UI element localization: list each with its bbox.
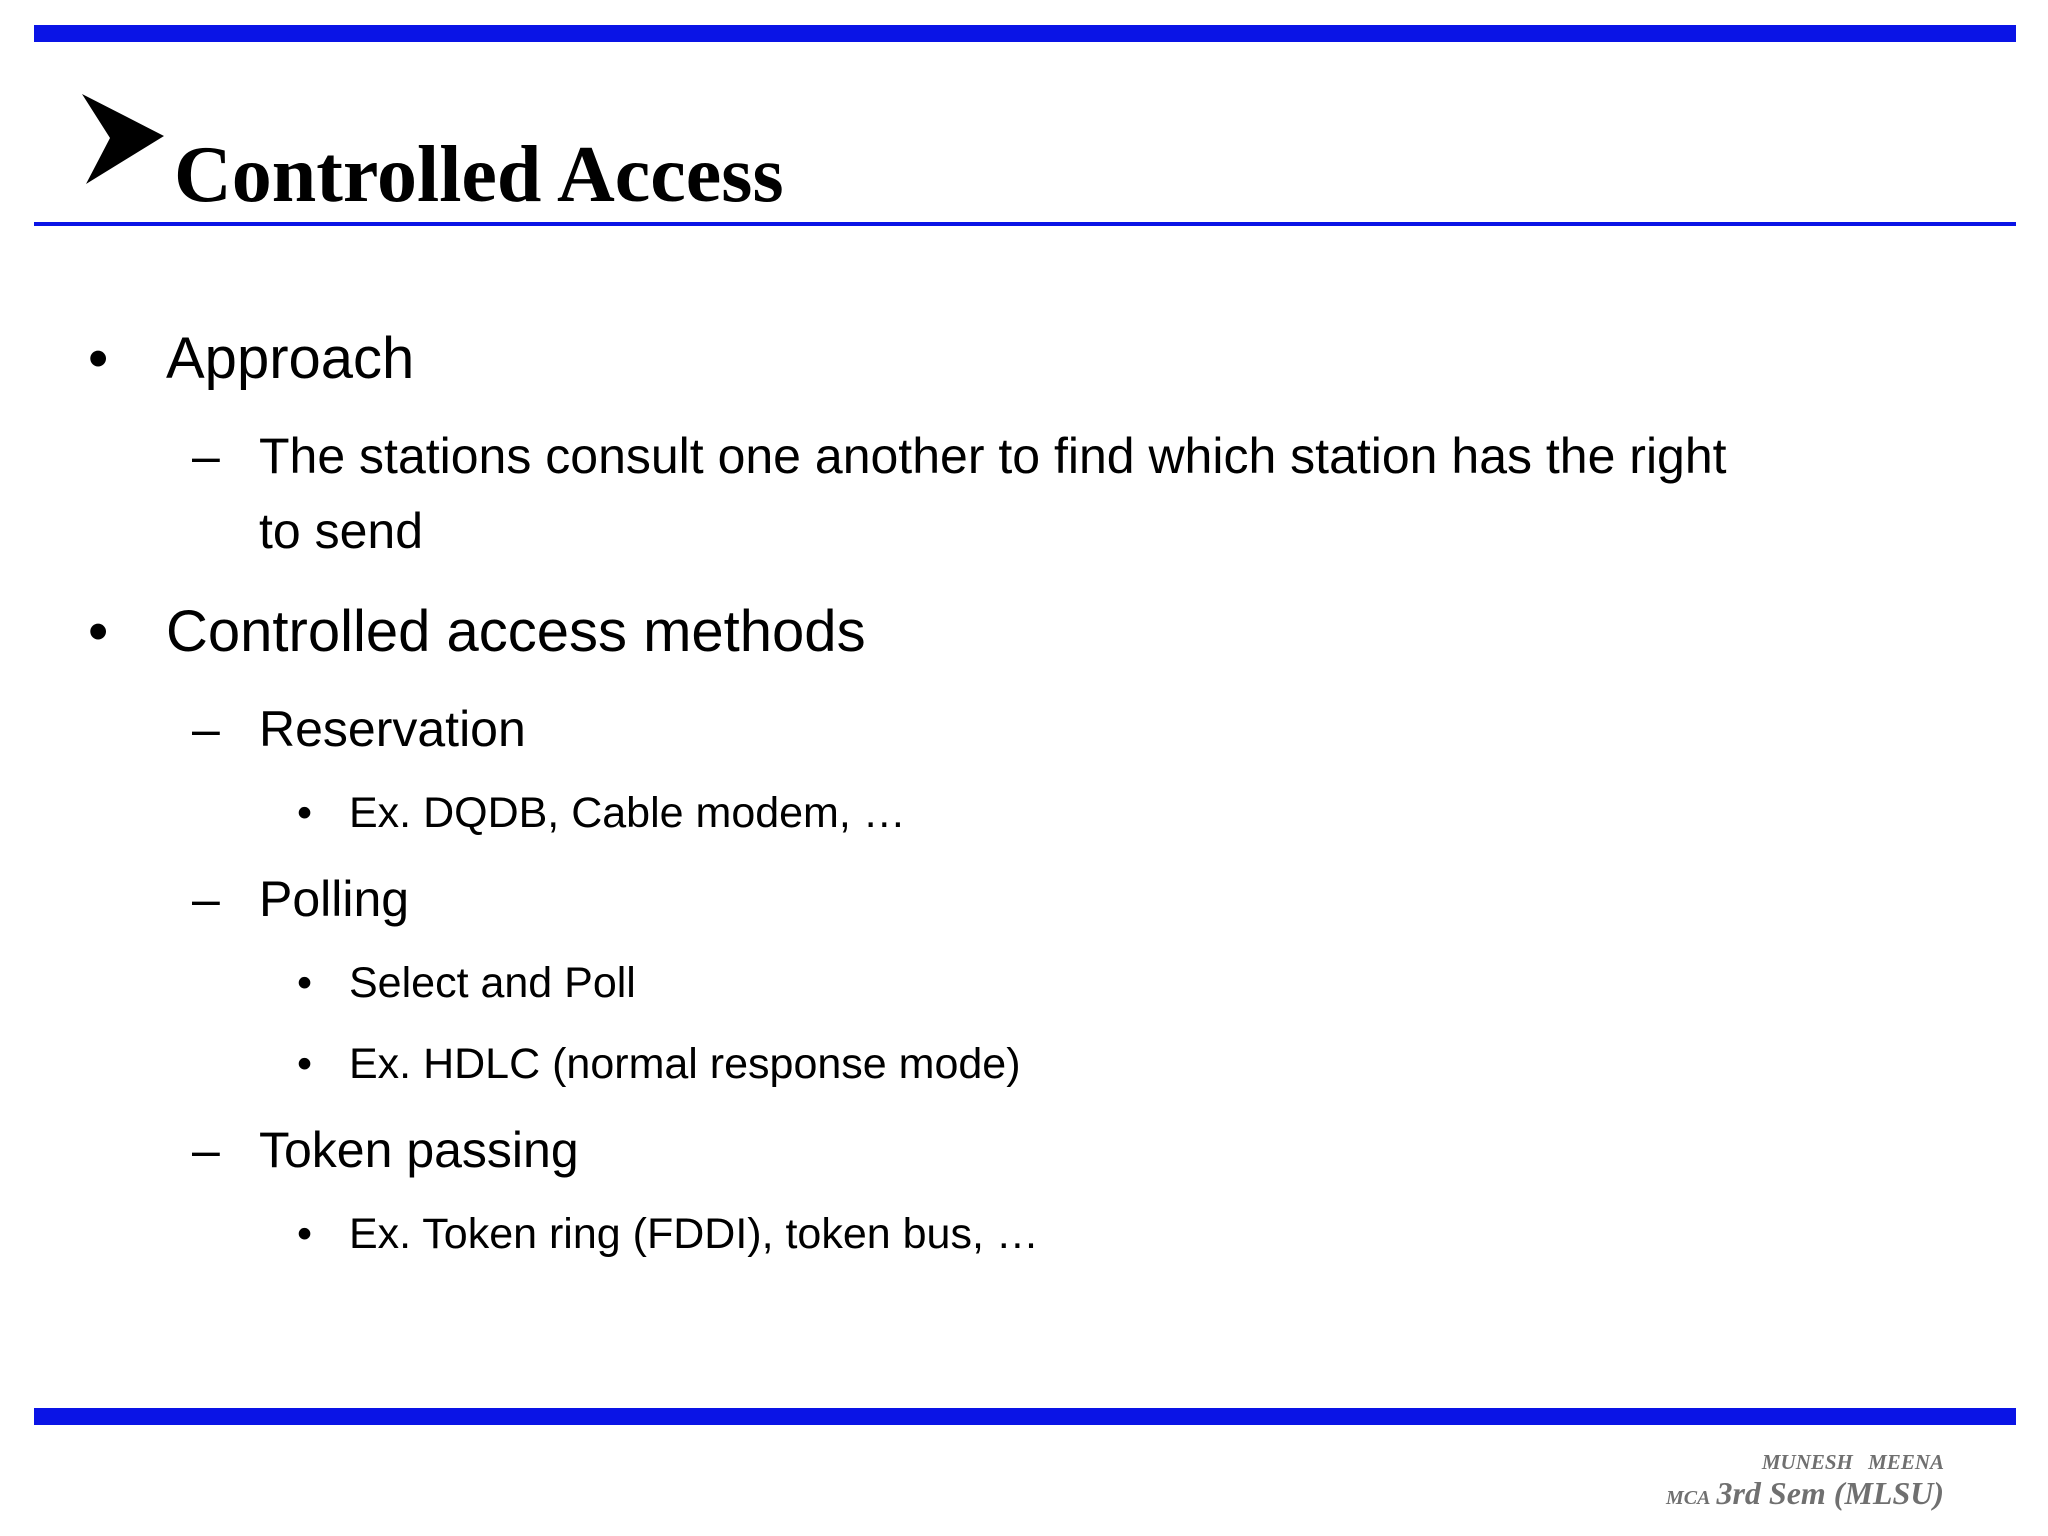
sub-bullet-text: to send <box>259 503 424 559</box>
bullet-text: Approach <box>166 326 415 391</box>
bullet-marker: • <box>88 599 109 664</box>
bullet-marker: • <box>297 789 313 837</box>
footer-course-line <box>1666 1474 1944 1517</box>
slide-title: Controlled Access <box>174 131 784 219</box>
sub-sub-bullet-text: Select and Poll <box>349 959 636 1007</box>
dash-marker: – <box>192 701 220 757</box>
bullet-text: Controlled access methods <box>166 599 866 664</box>
sub-sub-bullet-text: Ex. Token ring (FDDI), token bus, … <box>349 1210 1039 1258</box>
sub-bullet-text: Token passing <box>259 1122 579 1178</box>
dash-marker: – <box>192 871 220 927</box>
bullet-marker: • <box>297 959 313 1007</box>
dash-marker: – <box>192 1122 220 1178</box>
bullet-marker: • <box>88 326 109 391</box>
slide-footer <box>1666 1450 1944 1517</box>
footer-author: MUNESH MEENA <box>1761 1450 1944 1474</box>
footer-prefix: MCA <box>1665 1487 1711 1509</box>
sub-bullet-text: Polling <box>259 871 410 927</box>
sub-bullet-text: The stations consult one another to find which station has the right <box>259 428 1727 484</box>
bullet-marker: • <box>297 1210 313 1258</box>
sub-bullet-text: Reservation <box>259 701 526 757</box>
sub-sub-bullet-text: Ex. HDLC (normal response mode) <box>349 1040 1021 1088</box>
footer-course: 3rd Sem (MLSU) <box>1716 1475 1944 1511</box>
sub-sub-bullet-text: Ex. DQDB, Cable modem, … <box>349 789 906 837</box>
dash-marker: – <box>192 428 220 484</box>
bottom-divider <box>34 1408 2016 1425</box>
bullet-marker: • <box>297 1040 313 1088</box>
